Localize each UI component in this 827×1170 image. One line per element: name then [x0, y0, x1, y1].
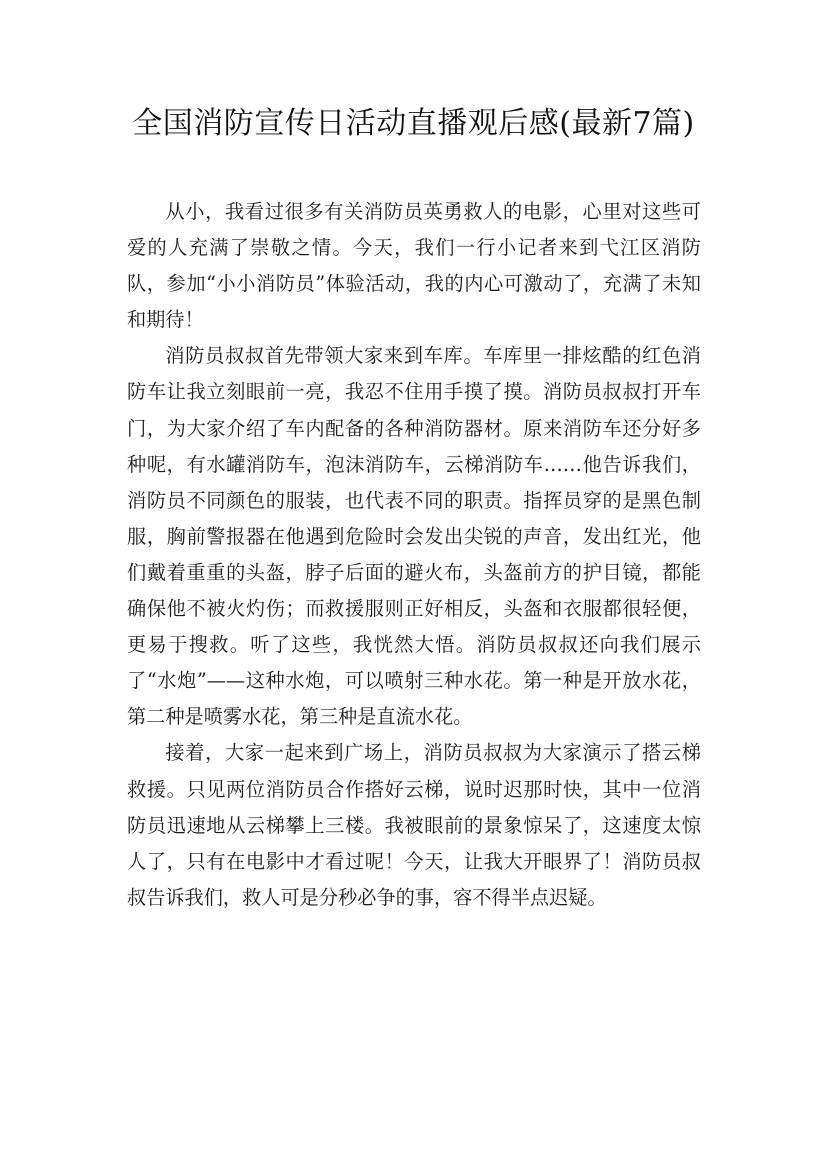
document-body	[127, 194, 701, 916]
paragraph-2: 消防员叔叔首先带领大家来到车库。车库里一排炫酷的红色消防车让我立刻眼前一亮，我忍不住用手摸了摸。消防员叔叔打开车门，为大家介绍了车内配备的各种消防器材。原来消防车还分好多种呢，有水罐消防车，泡沫消防车，云梯消防车……他告诉我们，消防员不同颜色的服装，也代表不同的职责。指挥员穿的是黑色制服，胸前警报器在他遇到危险时会发出尖锐的声音，发出红光，他们戴着重重的头盔，脖子后面的避火布，头盔前方的护目镜，都能确保他不被火灼伤；而救援服则正好相反，头盔和衣服都很轻便，更易于搜救。听了这些，我恍然大悟。消防员叔叔还向我们展示了“水炮”——这种水炮，可以喷射三种水花。第一种是开放水花，第二种是喷雾水花，第三种是直流水花。	[127, 344, 701, 729]
document-title: 全国消防宣传日活动直播观后感(最新7篇)	[132, 106, 695, 141]
paragraph-1: 从小，我看过很多有关消防员英勇救人的电影，心里对这些可爱的人充满了崇敬之情。今天，我们一行小记者来到弋江区消防队，参加“小小消防员”体验活动，我的内心可激动了，充满了未知和期待！	[127, 200, 701, 332]
paragraph-3: 接着，大家一起来到广场上，消防员叔叔为大家演示了搭云梯救援。只见两位消防员合作搭好云梯，说时迟那时快，其中一位消防员迅速地从云梯攀上三楼。我被眼前的景象惊呆了，这速度太惊人了，只有在电影中才看过呢！今天，让我大开眼界了！消防员叔叔告诉我们，救人可是分秒必争的事，容不得半点迟疑。	[127, 741, 701, 909]
